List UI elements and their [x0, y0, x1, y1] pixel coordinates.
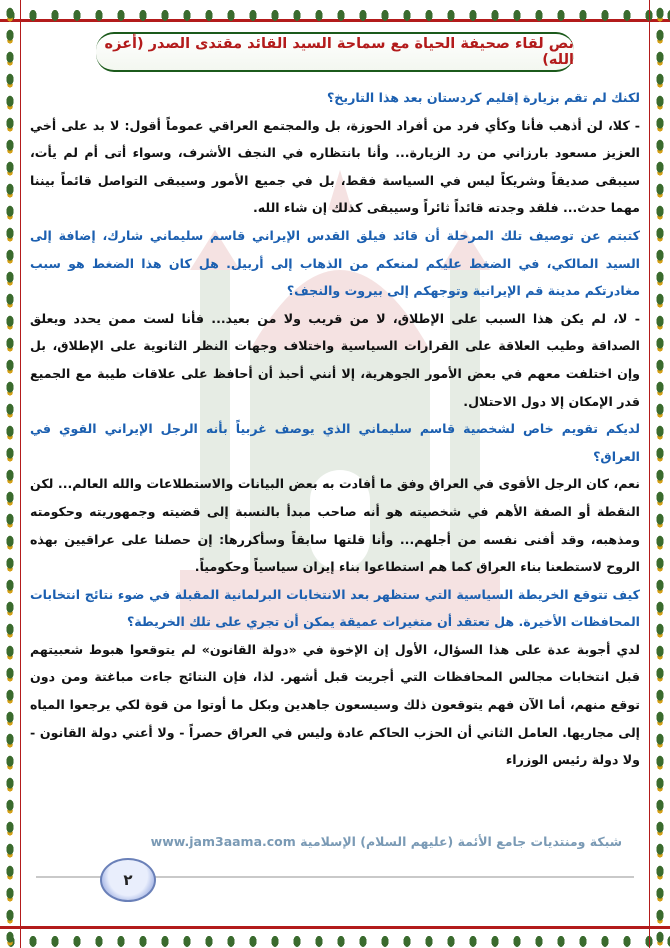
footer-site-text: شبكة ومنتديات جامع الأئمة (عليهم السلام) الإسلامية www.jam3aama.com	[150, 834, 622, 849]
page-number-badge: ٢	[100, 858, 156, 902]
decorative-border-bottom	[0, 926, 670, 948]
decorative-border-left	[0, 0, 21, 948]
answer-paragraph: نعم، كان الرجل الأقوى في العراق وفق ما أفادت به بعض البيانات والاستطلاعات والله العالم... لكن النقطة أو الصفة الأهم في شخصيته هو أنه صاحب مبدأ بالنسبة إلى قضيته وجمهوريته وحكومته ومذهبه، وقد أفنى نفسه من أجلهم... وأنا قلتها سابقاً وسأكررها: إن حصلنا على عراقيين بهذه الروح لاستطعنا بناء العراق كما هم استطاعوا بناء إيران سياسياً وحكومياً.	[30, 476, 640, 575]
question-paragraph: كتبتم عن توصيف تلك المرحلة أن قائد فيلق القدس الإيراني قاسم سليماني شارك، إضافة إلى السيد المالكي، في الضغط عليكم لمنعكم من الذهاب إلى أربيل. هل كان هذا الضغط هو سبب مغادرتكم مدينة قم الإيرانية وتوجهكم إلى بيروت والنجف؟	[30, 227, 640, 299]
document-title-banner	[96, 32, 574, 72]
question-paragraph: لديكم تقويم خاص لشخصية قاسم سليماني الذي يوصف غربياً بأنه الرجل الإيراني القوي في العراق؟	[30, 421, 640, 464]
document-title: نص لقاء صحيفة الحياة مع سماحة السيد القائد مقتدى الصدر (أعزه الله)	[104, 36, 574, 68]
decorative-border-right	[649, 0, 670, 948]
answer-paragraph: - كلا، لن أذهب فأنا وكأي فرد من أفراد الحوزة، بل والمجتمع العراقي عموماً أقول: لا بد على أخي العزيز مسعود بارزاني من رد الزيارة... وأنا بانتظاره في النجف الأشرف، وسواء أتى أم لم يأت، سيبقى صديقاً وشريكاً ليس في السياسة فقط، بل في جميع الأمور وسيبقى التواصل قائماً بيننا مهما حدث... فلقد وجدته قائداً ثائراً وسيبقى كذلك إن شاء الله.	[30, 117, 640, 216]
answer-paragraph: لدي أجوبة عدة على هذا السؤال، الأول إن الإخوة في «دولة القانون» لم يتوقعوا هبوط شعبيتهم قبل انتخابات مجالس المحافظات التي أجريت قبل أشهر. لذا، فإن النتائج جاءت مباغتة ومن دون توقع منهم، أما الآن فهم يتوقعون ذلك وسيسعون جاهدين وبكل ما أوتوا من قوة لكي يرجعوا المياه إلى مجاريها. العامل الثاني أن الحزب الحاكم عادة وليس في العراق حصراً - ولا أعني دولة القانون - ولا دولة رئيس الوزراء	[30, 641, 640, 768]
question-paragraph: لكنك لم تقم بزيارة إقليم كردستان بعد هذا التاريخ؟	[326, 90, 640, 105]
decorative-border-top	[0, 0, 670, 22]
interview-body	[30, 84, 640, 774]
answer-paragraph: - لا، لم يكن هذا السبب على الإطلاق، لا من قريب ولا من بعيد... فأنا لست ممن يحدد ويعلق الصداقة وطيب العلاقة على القرارات السياسية واختلاف وجهات النظر الثانوية على الإطلاق، بل وإن اختلفت معهم في بعض الأمور الجوهرية، إلا أنني أحبذ أن أحافظ على علاقات طيبة مع الجميع قدر الإمكان إلا دول الاحتلال.	[30, 310, 640, 409]
question-paragraph: كيف تتوقع الخريطة السياسية التي ستظهر بعد الانتخابات البرلمانية المقبلة في ضوء نتائج انتخابات المحافظات الأخيرة. هل تعتقد أن متغيرات عميقة يمكن أن تجري على تلك الخريطة؟	[30, 586, 640, 630]
